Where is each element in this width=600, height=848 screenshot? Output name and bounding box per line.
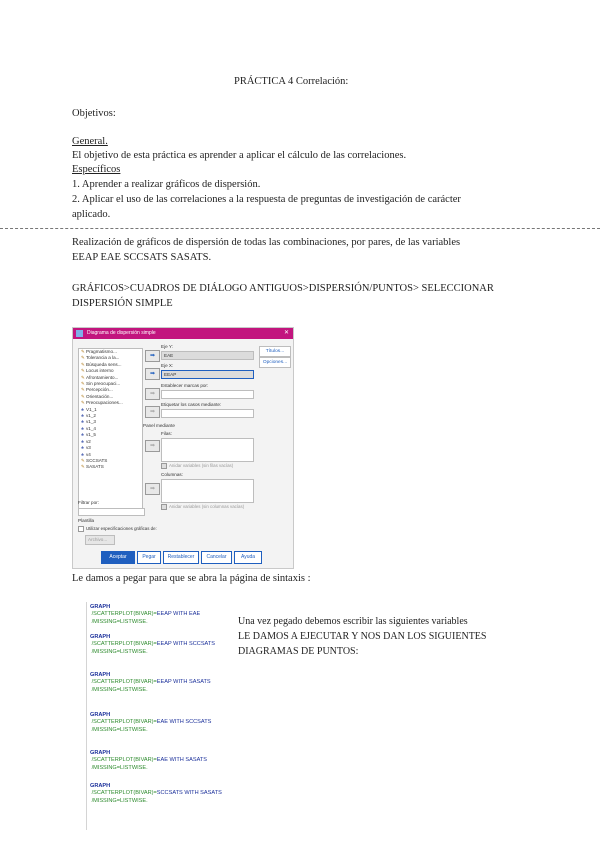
ruler-icon: ✎ xyxy=(81,368,85,374)
especifico-item: 2. Aplicar el uso de las correlaciones a la respuesta de preguntas de investigación de carácter xyxy=(72,194,461,205)
syntax-command: GRAPH /SCATTERPLOT(BIVAR)=EEAP WITH SCCSATS /MISSING=LISTWISE. xyxy=(90,634,216,655)
list-item[interactable]: ✎Tolerancia a la... xyxy=(81,355,120,361)
objetivos-label: Objetivos: xyxy=(72,108,116,119)
syntax-editor xyxy=(86,602,237,830)
columnas-field[interactable] xyxy=(161,479,254,503)
intro-text: EEAP EAE SCCSATS SASATS. xyxy=(72,252,212,263)
ruler-icon: ✎ xyxy=(81,355,85,361)
eje-y-label: Eje Y: xyxy=(161,344,173,349)
list-item[interactable]: ✎Percepción... xyxy=(81,387,113,393)
close-icon[interactable]: ✕ xyxy=(283,330,289,336)
dialog-titlebar xyxy=(73,328,293,339)
nominal-icon: ♣ xyxy=(81,451,85,457)
filter-field[interactable] xyxy=(78,508,145,516)
app-icon xyxy=(76,330,83,337)
aceptar-button[interactable]: Aceptar xyxy=(101,551,135,564)
ruler-icon: ✎ xyxy=(81,457,85,463)
page-title: PRÁCTICA 4 Correlación: xyxy=(234,76,349,87)
scatterplot-dialog xyxy=(72,327,294,569)
list-item[interactable]: ✎SCCSATS xyxy=(81,457,108,463)
etiquetar-label: Etiquetar los casos mediante: xyxy=(161,402,222,407)
move-to-x-button[interactable]: ➡ xyxy=(145,368,160,380)
ruler-icon: ✎ xyxy=(81,374,85,380)
eje-y-field[interactable]: EAE xyxy=(161,351,254,360)
list-item[interactable]: ✎Preocupaciones... xyxy=(81,400,123,406)
ruler-icon: ✎ xyxy=(81,381,85,387)
restablecer-button[interactable]: Restablecer xyxy=(163,551,199,564)
ruler-icon: ✎ xyxy=(81,464,85,470)
filas-field[interactable] xyxy=(161,438,254,462)
move-to-rows-button[interactable]: ➡ xyxy=(145,440,160,452)
anidar-columnas-checkbox[interactable]: Anidar variables (sin columnas vacías) xyxy=(161,504,244,510)
move-to-markers-button[interactable]: ➡ xyxy=(145,388,160,400)
paste-note: Le damos a pegar para que se abra la página de sintaxis : xyxy=(72,573,311,584)
list-item[interactable]: ✎Sin preocupaci... xyxy=(81,381,121,387)
dashed-separator xyxy=(0,228,600,229)
list-item[interactable]: ♣ v1_3 xyxy=(81,419,96,425)
cancelar-button[interactable]: Cancelar xyxy=(201,551,232,564)
eje-x-field[interactable]: EEAP xyxy=(161,370,254,379)
nominal-icon: ♣ xyxy=(81,438,85,444)
move-to-columns-button[interactable]: ➡ xyxy=(145,483,160,495)
ruler-icon: ✎ xyxy=(81,349,85,354)
especificos-heading: Específicos xyxy=(72,164,121,175)
list-item[interactable]: ✎Búsqueda sens... xyxy=(81,361,122,367)
list-item[interactable]: ♣ v1_4 xyxy=(81,425,96,431)
syntax-command: GRAPH /SCATTERPLOT(BIVAR)=EAE WITH SASATS /MISSING=LISTWISE. xyxy=(90,750,208,771)
nominal-icon: ♣ xyxy=(81,425,85,431)
nominal-icon: ♣ xyxy=(81,419,85,425)
list-item[interactable]: ♣ v1_2 xyxy=(81,413,96,419)
list-item[interactable]: ♣ V1_1 xyxy=(81,406,97,412)
nominal-icon: ♣ xyxy=(81,432,85,438)
ruler-icon: ✎ xyxy=(81,400,85,406)
general-text: El objetivo de esta práctica es aprender a aplicar el cálculo de las correlaciones. xyxy=(72,150,407,161)
filas-label: Filas: xyxy=(161,431,172,436)
after-note: Una vez pegado debemos escribir las siguientes variables xyxy=(238,616,468,627)
archivo-button[interactable]: Archivo... xyxy=(85,535,115,545)
intro-text: Realización de gráficos de dispersión de todas las combinaciones, por pares, de las variables xyxy=(72,237,461,248)
plantilla-checkbox[interactable]: Utilizar especificaciones gráficas de: xyxy=(78,526,157,532)
plantilla-label: Plantilla xyxy=(78,518,95,523)
eje-x-label: Eje X: xyxy=(161,363,174,368)
marcas-label: Establecer marcas por: xyxy=(161,383,209,388)
list-item[interactable]: ♣ v1_5 xyxy=(81,432,96,438)
nominal-icon: ♣ xyxy=(81,406,85,412)
list-item[interactable]: ✎Locus interno xyxy=(81,368,114,374)
menu-path: DISPERSIÓN SIMPLE xyxy=(72,298,173,309)
etiquetar-field[interactable] xyxy=(161,409,254,418)
titulos-button[interactable]: Títulos... xyxy=(259,346,291,357)
ruler-icon: ✎ xyxy=(81,387,85,393)
especifico-item: aplicado. xyxy=(72,209,111,220)
nominal-icon: ♣ xyxy=(81,413,85,419)
list-item[interactable]: ♣ v2 xyxy=(81,438,91,444)
move-to-y-button[interactable]: ➡ xyxy=(145,350,160,362)
columnas-label: Columnas: xyxy=(161,472,183,477)
panel-label: Panel mediante xyxy=(143,423,175,428)
move-to-labels-button[interactable]: ➡ xyxy=(145,406,160,418)
list-item[interactable]: ✎Afrontamiento... xyxy=(81,374,119,380)
ayuda-button[interactable]: Ayuda xyxy=(234,551,262,564)
ruler-icon: ✎ xyxy=(81,393,85,399)
syntax-command: GRAPH /SCATTERPLOT(BIVAR)=EAE WITH SCCSATS /MISSING=LISTWISE. xyxy=(90,712,212,733)
opciones-button[interactable]: Opciones... xyxy=(259,357,291,368)
nominal-icon: ♣ xyxy=(81,445,85,451)
general-heading: General. xyxy=(72,136,108,147)
variable-list[interactable] xyxy=(78,348,143,512)
list-item[interactable]: ♣ v3 xyxy=(81,445,91,451)
after-note: DIAGRAMAS DE PUNTOS: xyxy=(238,646,359,657)
menu-path: GRÁFICOS>CUADROS DE DIÁLOGO ANTIGUOS>DISPERSIÓN/PUNTOS> SELECCIONAR xyxy=(72,283,494,294)
after-note: LE DAMOS A EJECUTAR Y NOS DAN LOS SIGUIENTES xyxy=(238,631,487,642)
dialog-title: Diagrama de dispersión simple xyxy=(87,330,156,336)
marcas-field[interactable] xyxy=(161,390,254,399)
pegar-button[interactable]: Pegar xyxy=(137,551,161,564)
list-item[interactable]: ✎Orientación... xyxy=(81,393,114,399)
list-item[interactable]: ✎Pragmatismo... xyxy=(81,349,117,354)
syntax-command: GRAPH /SCATTERPLOT(BIVAR)=EEAP WITH SASATS /MISSING=LISTWISE. xyxy=(90,672,211,693)
list-item[interactable]: ♣ v4 xyxy=(81,451,91,457)
syntax-command: GRAPH /SCATTERPLOT(BIVAR)=SCCSATS WITH SASATS /MISSING=LISTWISE. xyxy=(90,783,222,804)
list-item[interactable]: ✎SASATS xyxy=(81,464,104,470)
ruler-icon: ✎ xyxy=(81,361,85,367)
especifico-item: 1. Aprender a realizar gráficos de dispersión. xyxy=(72,179,261,190)
anidar-filas-checkbox[interactable]: Anidar variables (sin filas vacías) xyxy=(161,463,233,469)
filter-label: Filtrar por: xyxy=(78,500,99,505)
syntax-command: GRAPH /SCATTERPLOT(BIVAR)=EEAP WITH EAE /MISSING=LISTWISE. xyxy=(90,604,201,625)
